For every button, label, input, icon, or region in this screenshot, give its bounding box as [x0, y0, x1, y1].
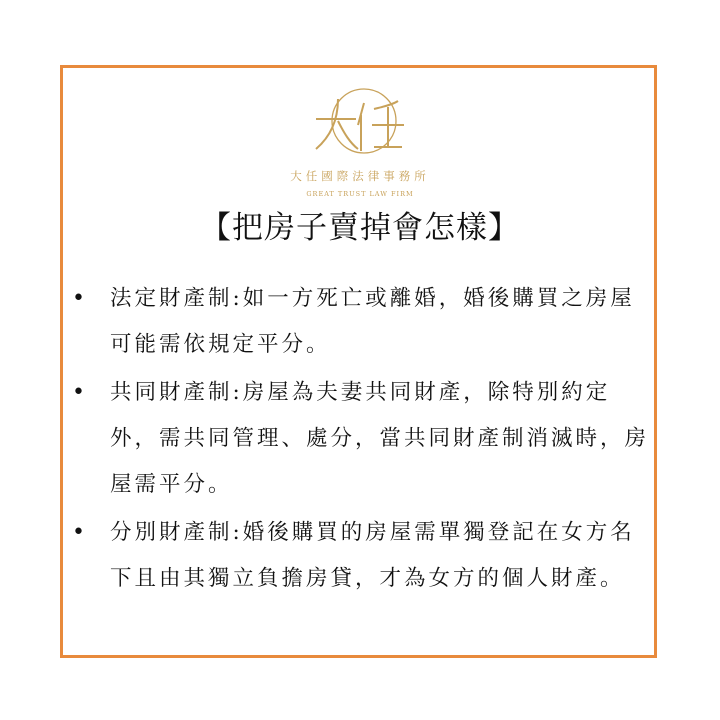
list-item [72, 370, 652, 508]
page-title: 【把房子賣掉會怎樣】 [200, 210, 520, 246]
bullet-marker: • [72, 520, 85, 545]
list-item [72, 510, 652, 602]
bullet-list [72, 276, 652, 604]
list-item [72, 276, 652, 368]
bullet-marker: • [72, 380, 85, 405]
firm-logo [300, 85, 420, 160]
list-item-text: 分別財產制:婚後購買的房屋需單獨登記在女方名下且由其獨立負擔房貸，才為女方的個人財產。 [110, 520, 635, 591]
list-item-text: 共同財產制:房屋為夫妻共同財產，除特別約定外，需共同管理、處分，當共同財產制消滅時，房屋需平分。 [110, 380, 650, 497]
firm-name-zh: 大任國際法律事務所 [290, 169, 430, 183]
bullet-marker: • [72, 286, 85, 311]
firm-name-en: GREAT TRUST LAW FIRM [306, 190, 414, 198]
list-item-text: 法定財產制:如一方死亡或離婚，婚後購買之房屋可能需依規定平分。 [110, 286, 635, 357]
